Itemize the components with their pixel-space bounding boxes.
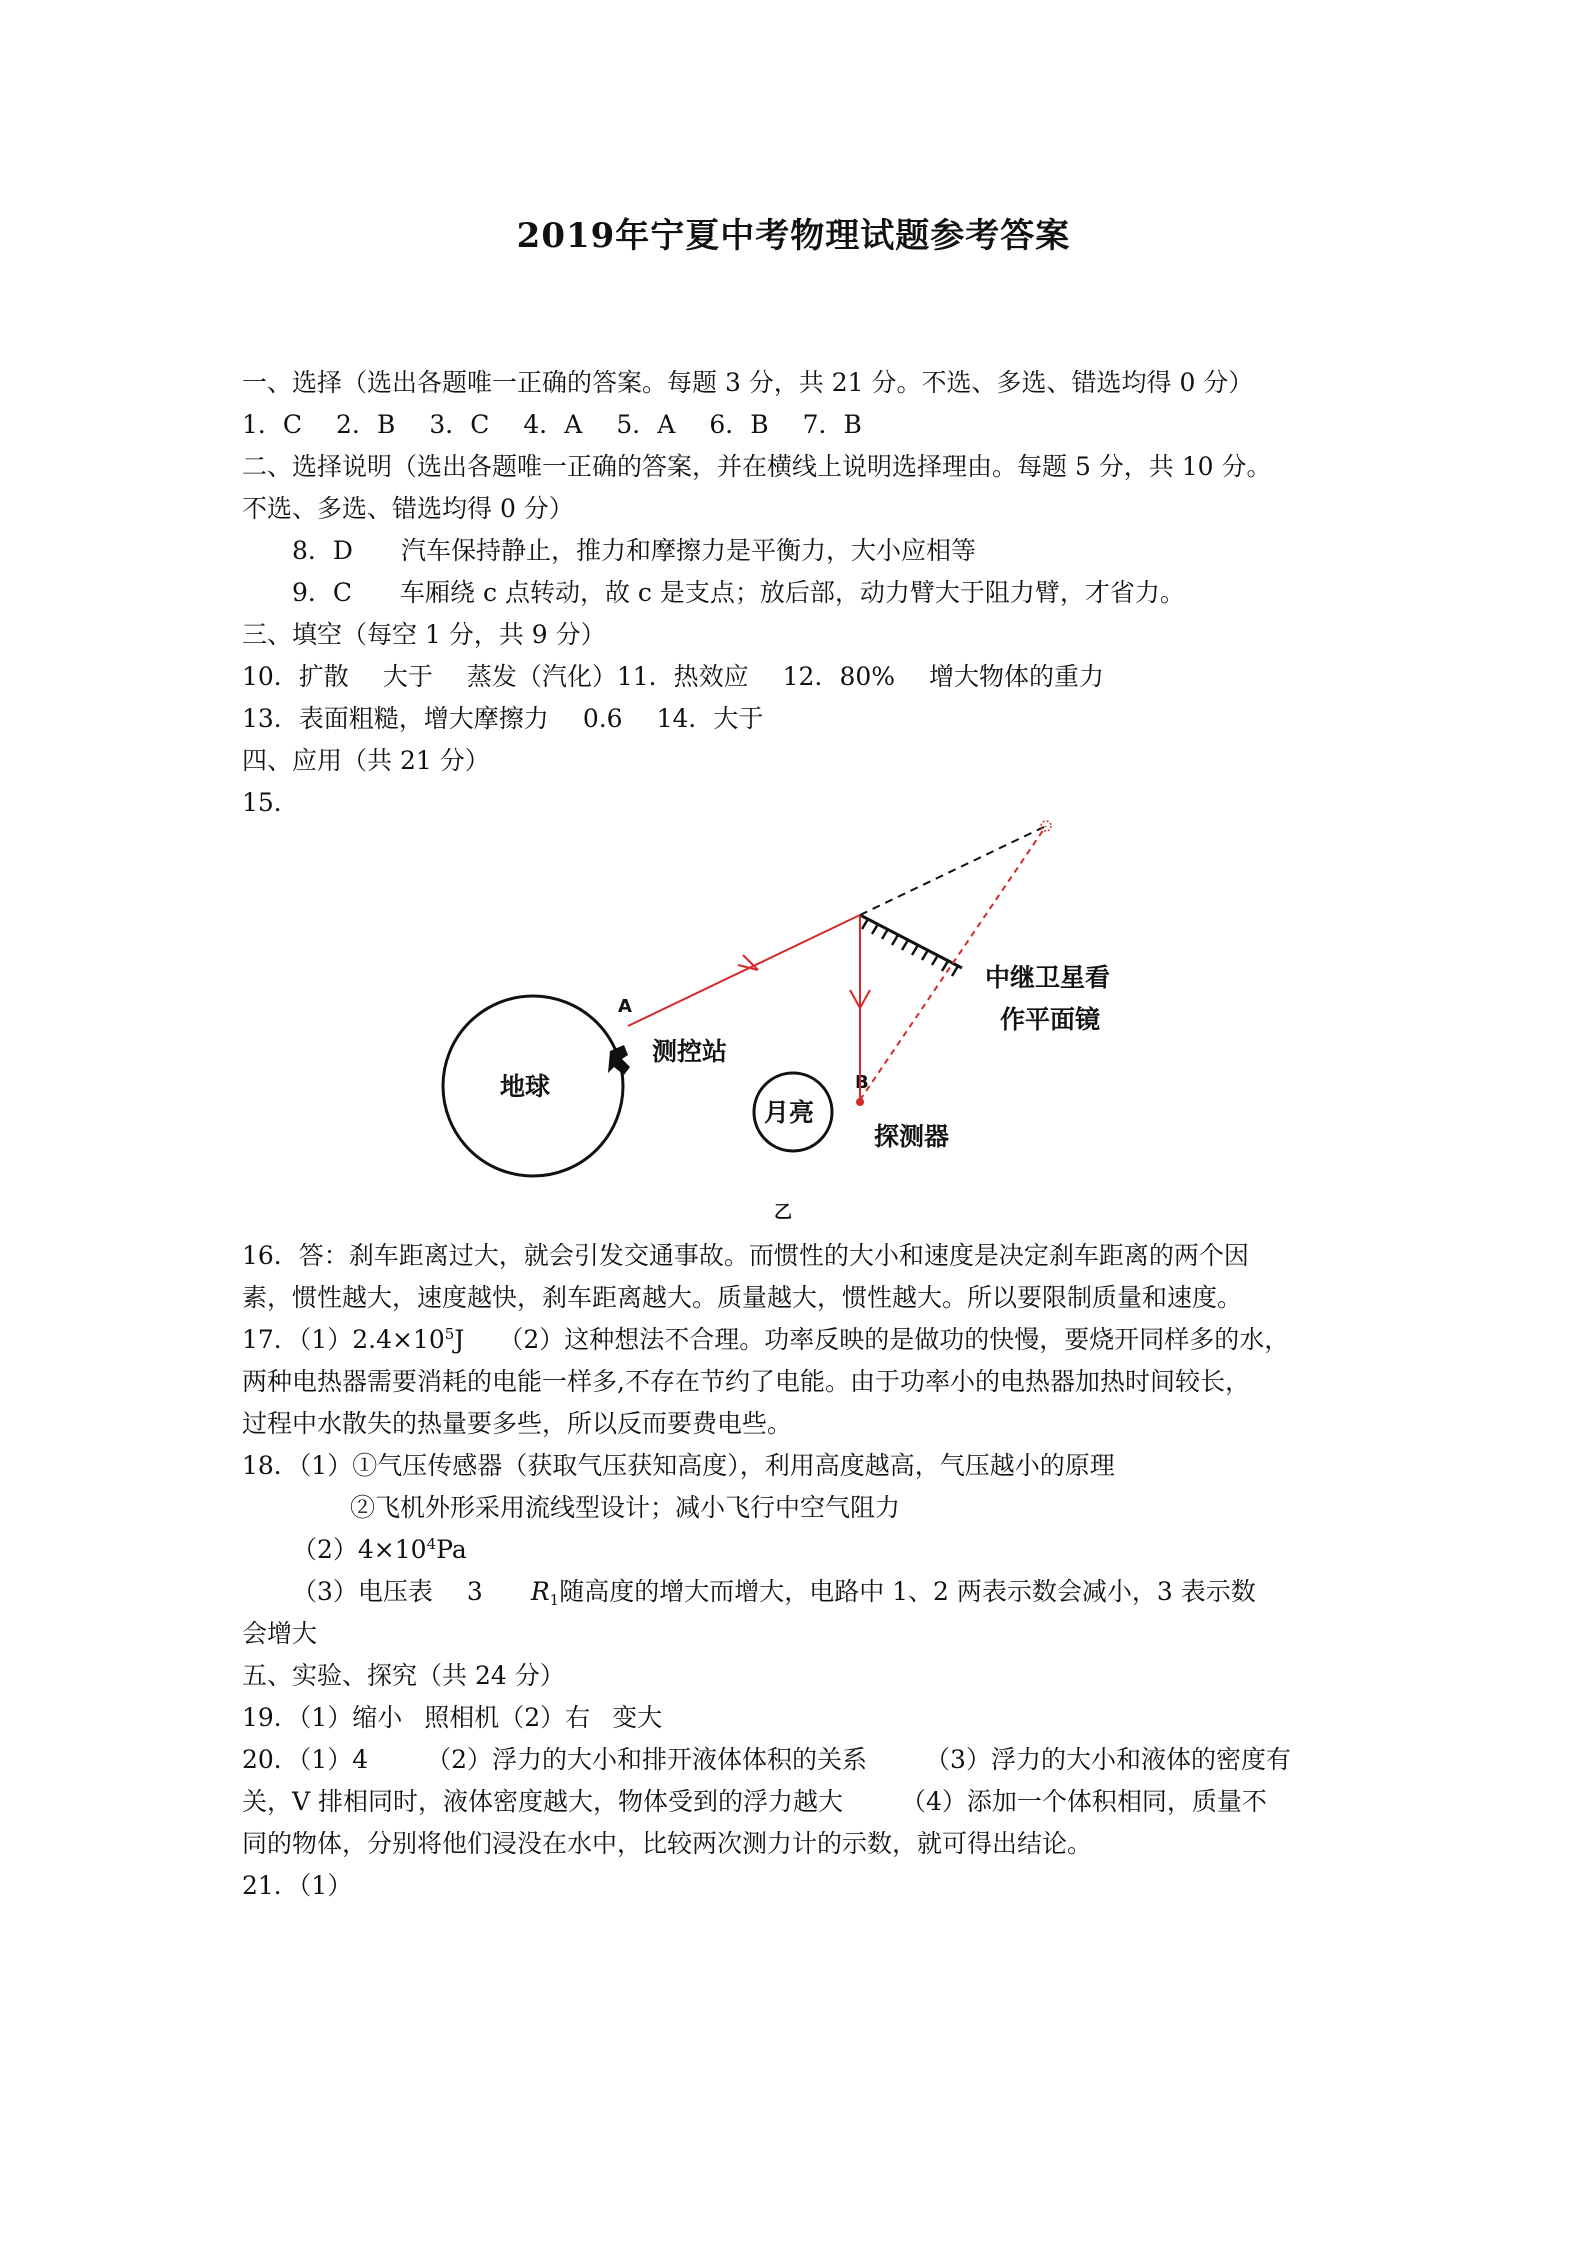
answer-18-line-2: ②飞机外形采用流线型设计；减小飞行中空气阻力: [350, 1493, 901, 1522]
answer-3: 3．C: [429, 410, 490, 439]
answer-8-choice: 8．D: [292, 536, 353, 565]
answer-9: [242, 572, 1362, 614]
answer-18-line-1: 18．（1）①气压传感器（获取气压获知高度），利用高度越高，气压越小的原理: [242, 1451, 1115, 1480]
answer-18-line-5: 会增大: [242, 1619, 318, 1648]
answer-20-3-cont: 关，V 排相同时，液体密度越大，物体受到的浮力越大: [242, 1787, 844, 1816]
answer-19: [242, 1697, 1362, 1739]
answer-20-line-1: [242, 1739, 1362, 1781]
answer-2: 2．B: [336, 410, 396, 439]
answer-20-line-3: 同的物体，分别将他们浸没在水中，比较两次测力计的示数，就可得出结论。: [242, 1829, 1093, 1858]
question-15-label: 15．: [242, 788, 299, 817]
section-2-header-line-1: 二、选择说明（选出各题唯一正确的答案，并在横线上说明选择理由。每题 5 分，共 10 分。: [242, 452, 1272, 481]
earth-label: 地球: [500, 1072, 551, 1101]
answer-19-a: 19．（1）缩小: [242, 1703, 403, 1732]
answer-20-3: （3）浮力的大小和液体的密度有: [925, 1745, 1291, 1774]
answer-17-line-3: 过程中水散失的热量要多些，所以反而要费电些。: [242, 1409, 793, 1438]
point-a-label: A: [618, 996, 632, 1017]
answer-18-3-resistor: R: [530, 1577, 550, 1606]
answer-10c-11: 蒸发（汽化）11．热效应: [466, 662, 749, 691]
answer-8: [242, 530, 1362, 572]
answer-18-line-4: [242, 1571, 1362, 1613]
answer-18-2-value: （2）4×10: [292, 1535, 427, 1564]
answer-19-b: 照相机（2）右: [424, 1703, 591, 1732]
section-1-answers: [242, 404, 1362, 446]
answer-8-reason: 汽车保持静止，推力和摩擦力是平衡力，大小应相等: [400, 536, 976, 565]
answer-17-unit: J: [454, 1325, 465, 1354]
section-1-header: 一、选择（选出各题唯一正确的答案。每题 3 分，共 21 分。不选、多选、错选均得 0 分）: [242, 368, 1254, 397]
answer-18-3-number: 3: [466, 1577, 483, 1606]
answer-18-3-resistor-sub: 1: [549, 1591, 560, 1609]
section-3-header: 三、填空（每空 1 分，共 9 分）: [242, 620, 606, 649]
mirror-hatching: [862, 919, 958, 976]
answer-7: 7．B: [802, 410, 862, 439]
section-2-header-line-2: 不选、多选、错选均得 0 分）: [242, 494, 574, 523]
mirror-label-2: 作平面镜: [1000, 1005, 1101, 1034]
answer-18-3-meter: （3）电压表: [292, 1577, 433, 1606]
answer-4: 4．A: [523, 410, 583, 439]
answer-6: 6．B: [709, 410, 769, 439]
answer-13a: 13．表面粗糙，增大摩擦力: [242, 704, 549, 733]
answer-9-choice: 9．C: [292, 578, 353, 607]
answer-19-c: 变大: [612, 1703, 663, 1732]
answer-5: 5．A: [616, 410, 676, 439]
answer-18-3-text: 随高度的增大而增大，电路中 1、2 两表示数会减小，3 表示数: [559, 1577, 1256, 1606]
answer-21: 21．（1）: [242, 1871, 353, 1900]
answer-content-top: [242, 362, 1362, 824]
answer-17-line-1: [242, 1319, 1362, 1361]
answer-17-part-2: （2）这种想法不合理。功率反映的是做功的快慢，要烧开同样多的水，: [498, 1325, 1290, 1354]
station-icon: [608, 1045, 630, 1075]
station-label: 测控站: [652, 1037, 728, 1066]
moon-label: 月亮: [764, 1098, 815, 1127]
answer-20-1: 20．（1）4: [242, 1745, 369, 1774]
answer-18-2-unit: Pa: [436, 1535, 467, 1564]
answer-17-line-2: 两种电热器需要消耗的电能一样多,不存在节约了电能。由于功率小的电热器加热时间较长，: [242, 1367, 1250, 1396]
answer-1: 1．C: [242, 410, 303, 439]
section-4-header: 四、应用（共 21 分）: [242, 746, 490, 775]
answer-17-exponent: 5: [444, 1325, 455, 1343]
fill-answers-line-1: [242, 656, 1362, 698]
answer-10b: 大于: [382, 662, 433, 691]
answer-16-line-1: 16．答：刹车距离过大，就会引发交通事故。而惯性的大小和速度是决定刹车距离的两个因: [242, 1241, 1249, 1270]
answer-content-bottom: [242, 1235, 1362, 1907]
answer-17-part-1: 17．（1）2.4×10: [242, 1325, 445, 1354]
answer-18-2-exponent: 4: [426, 1535, 437, 1553]
mirror-label-1: 中继卫星看: [985, 963, 1111, 992]
incident-ray-arrow: [738, 955, 758, 970]
point-b-label: B: [855, 1072, 869, 1093]
extension-dashed-black: [860, 826, 1046, 915]
fill-answers-line-2: [242, 698, 1362, 740]
optics-diagram: [440, 818, 1200, 1228]
answer-20-line-2: [242, 1781, 1362, 1823]
answer-14: 14．大于: [656, 704, 764, 733]
answer-12b: 增大物体的重力: [929, 662, 1105, 691]
page-title: 2019年宁夏中考物理试题参考答案: [516, 216, 1071, 256]
answer-10a: 10．扩散: [242, 662, 349, 691]
answer-16-line-2: 素，惯性越大，速度越快，刹车距离越大。质量越大，惯性越大。所以要限制质量和速度。: [242, 1283, 1243, 1312]
answer-13b: 0.6: [582, 704, 623, 733]
answer-18-line-3: [242, 1529, 1362, 1571]
answer-20-2: （2）浮力的大小和排开液体体积的关系: [426, 1745, 868, 1774]
section-5-header: 五、实验、探究（共 24 分）: [242, 1661, 565, 1690]
answer-20-4: （4）添加一个体积相同，质量不: [901, 1787, 1267, 1816]
answer-12a: 12．80%: [782, 662, 896, 691]
answer-9-reason: 车厢绕 c 点转动，故 c 是支点；放后部，动力臂大于阻力臂，才省力。: [400, 578, 1185, 607]
figure-caption: 乙: [774, 1202, 792, 1223]
incident-ray: [628, 915, 860, 1026]
detector-label: 探测器: [874, 1122, 950, 1151]
mirror-line: [860, 915, 962, 968]
